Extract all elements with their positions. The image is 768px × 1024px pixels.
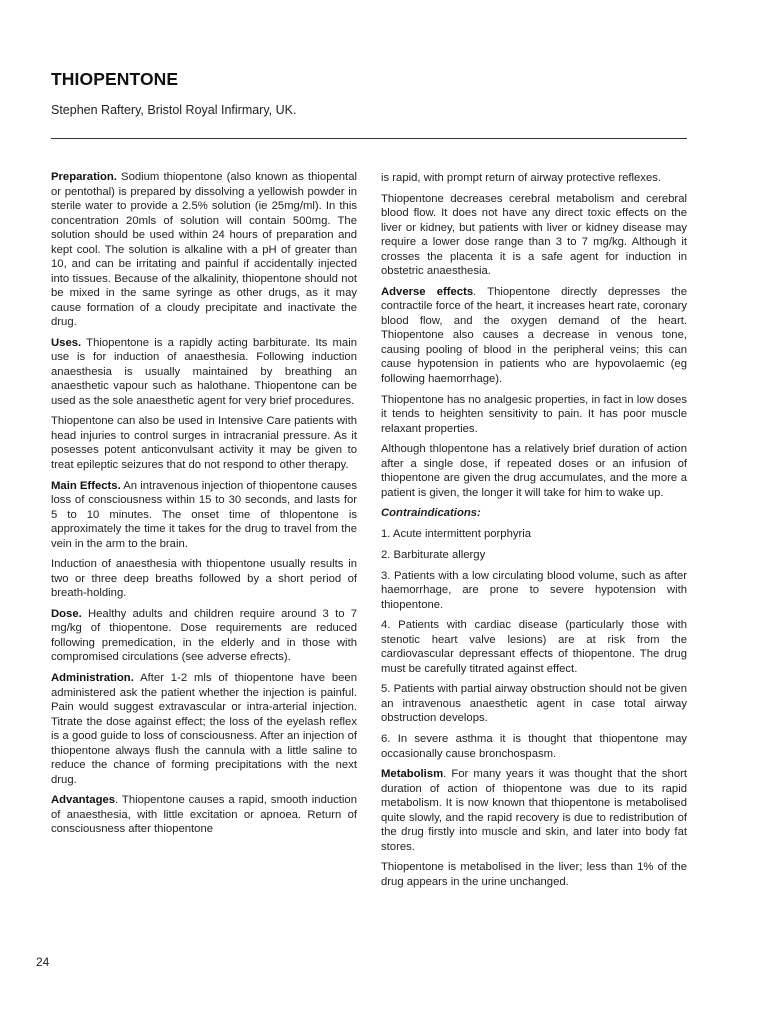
contraindications-heading: Contraindications:: [381, 507, 481, 520]
page-title: THIOPENTONE: [51, 69, 179, 89]
paragraph-cerebral: [381, 192, 687, 279]
paragraph-advantages: [51, 793, 357, 837]
right-column: [381, 171, 687, 896]
paragraph-label: Administration.: [51, 672, 134, 685]
paragraph-dose: [51, 607, 357, 665]
left-column: [51, 170, 357, 843]
paragraph-text: . Thiopentone directly depresses the contractile force of the heart, it increases heart rate, coronary blood flow, and the oxygen demand of the heart. Thiopentone also causes a decrease in venous tone, causing pooling of blood in the peripheral veins; this can cause hypotension in patients who are hypovolaemic (eg following haemorrhage).: [381, 285, 687, 385]
paragraph-text: Healthy adults and children require around 3 to 7 mg/kg of thiopentone. Dose requirements are reduced following premedication, in the elderly and in those with compromised circulations (see adverse efrects).: [51, 607, 357, 664]
paragraph-label: Main Effects.: [51, 479, 121, 492]
paragraph-text: Although thlopentone has a relatively brief duration of action after a single dose, if repeated doses or an infusion of thiopentone are given the drug accumulates, and the more a patient is given, the longer it will take for him to wake up.: [381, 443, 687, 499]
paragraph-text: Thiopentone is a rapidly acting barbiturate. Its main use is for induction of anaesthesia. Following induction anaesthesia is usually maintained by breathing an anaesthetic vapour such as halothane. Thiopentone can be used as the sole anaesthetic agent for very brief procedures.: [51, 336, 357, 407]
paragraph-induction: [51, 557, 357, 601]
paragraph-uses: [51, 336, 357, 409]
paragraph-text: 3. Patients with a low circulating blood volume, such as after haemorrhage, are prone to severe hypotension with thiopentone.: [381, 569, 687, 611]
paragraph-text: An intravenous injection of thiopentone causes loss of consciousness within 15 to 30 seconds, and lasts for 5 to 10 minutes. The onset time of thlopentone is approximately the time it takes for the drug to travel from the vein in the arm to the brain.: [51, 479, 357, 550]
paragraph-text: After 1-2 mls of thiopentone have been administered ask the patient whether the injection is painful. Pain would suggest extravascular or intra-arterial injection. Titrate the dose against effect; the loss of the eyelash reflex is a good guide to loss of consciousness. After an injection of thiopentone always flush the cannula with a little saline to reduce the chance of forming precipitations with the next drug.: [51, 672, 357, 786]
paragraph-metabolism: [381, 767, 687, 854]
paragraph-label: Preparation.: [51, 171, 117, 183]
contraindication-item: [381, 618, 687, 676]
paragraph-label: Adverse effects: [381, 285, 474, 298]
contraindication-item: [381, 569, 687, 613]
paragraph-text: Sodium thiopentone (also known as thiopental or pentothal) is prepared by dissolving a yellowish powder in sterile water to provide a 2.5% solution (ie 25mg/ml). In this concentration 20mls of solution will contain 500mg. The solution should be used within 24 hours of preparation and kept cool. The solution is alkaline with a pH of greater than 10, and can be irritating and painful if accidentally injected into tissues. Because of the alkalinity, thiopentone should not be mixed in the same syringe as other drugs, as it may cause formation of a cloudy precipitate and inactivate the drug.: [51, 171, 357, 328]
author-line: Stephen Raftery, Bristol Royal Infirmary, UK.: [51, 103, 297, 117]
paragraph-text: Thiopentone decreases cerebral metabolism and cerebral blood flow. It does not have any direct toxic effects on the liver or kidney, but patients with liver or kidney disease may require a lower dose range than 3 to 7 mg/kg. Although it crosses the placenta it is a safe agent for induction in obstetric anaesthesia.: [381, 192, 687, 278]
contraindication-item: [381, 732, 687, 761]
page-number: 24: [36, 955, 50, 969]
paragraph-text: Thiopentone can also be used in Intensive Care patients with head injuries to control surges in intracranial pressure. As it posesses potent anticonvulsant activity it may be given to treat epileptic seizures that do not respond to other therapy.: [51, 415, 357, 471]
paragraph-duration: [381, 442, 687, 500]
contraindication-item: [381, 527, 687, 542]
contraindication-item: [381, 682, 687, 726]
paragraph-liver: [381, 860, 687, 889]
paragraph-text: . Thiopentone causes a rapid, smooth induction of anaesthesia, with little excitation or apnoea. Return of consciousness after thiopentone: [51, 794, 357, 836]
paragraph-text: . For many years it was thought that the short duration of action of thiopentone was due to its rapid metabolism. It is now known that thiopentone is metabolised quite slowly, and the rapid recovery is due to redistribution of the drug firstly into muscle and skin, and later into body fat stores.: [381, 768, 687, 853]
paragraph-text: 5. Patients with partial airway obstruction should not be given an intravenous anaesthetic agent in case total airway obstruction develops.: [381, 683, 687, 725]
contraindication-item: [381, 548, 687, 563]
paragraph-intensive-care: [51, 414, 357, 472]
paragraph-text: is rapid, with prompt return of airway protective reflexes.: [381, 172, 662, 184]
paragraph-text: 6. In severe asthma it is thought that thiopentone may occasionally cause bronchospasm.: [381, 733, 687, 760]
paragraph-text: 4. Patients with cardiac disease (particularly those with stenotic heart valve lesions) are at risk from the cardiovascular depressant effects of thiopentone. The drug must be carefully titrated against effect.: [381, 619, 687, 675]
paragraph-continuation: [381, 171, 687, 186]
paragraph-text: Induction of anaesthesia with thiopentone usually results in two or three deep breaths followed by a short period of breath-holding.: [51, 558, 357, 600]
paragraph-text: Thiopentone is metabolised in the liver; less than 1% of the drug appears in the urine unchanged.: [381, 861, 687, 888]
paragraph-label: Dose.: [51, 607, 82, 620]
paragraph-analgesic: [381, 393, 687, 437]
paragraph-preparation: [51, 170, 357, 330]
paragraph-label: Metabolism: [381, 768, 444, 781]
paragraph-label: Uses.: [51, 336, 82, 349]
header-divider: [51, 138, 687, 139]
paragraph-label: Advantages: [51, 794, 116, 807]
paragraph-text: 1. Acute intermittent porphyria: [381, 528, 532, 541]
paragraph-text: Thiopentone has no analgesic properties, in fact in low doses it tends to heighten sensitivity to pain. It has poor muscle relaxant properties.: [381, 393, 687, 435]
paragraph-administration: [51, 671, 357, 787]
paragraph-text: 2. Barbiturate allergy: [381, 548, 486, 561]
paragraph-adverse-effects: [381, 285, 687, 387]
paragraph-main-effects: [51, 479, 357, 552]
